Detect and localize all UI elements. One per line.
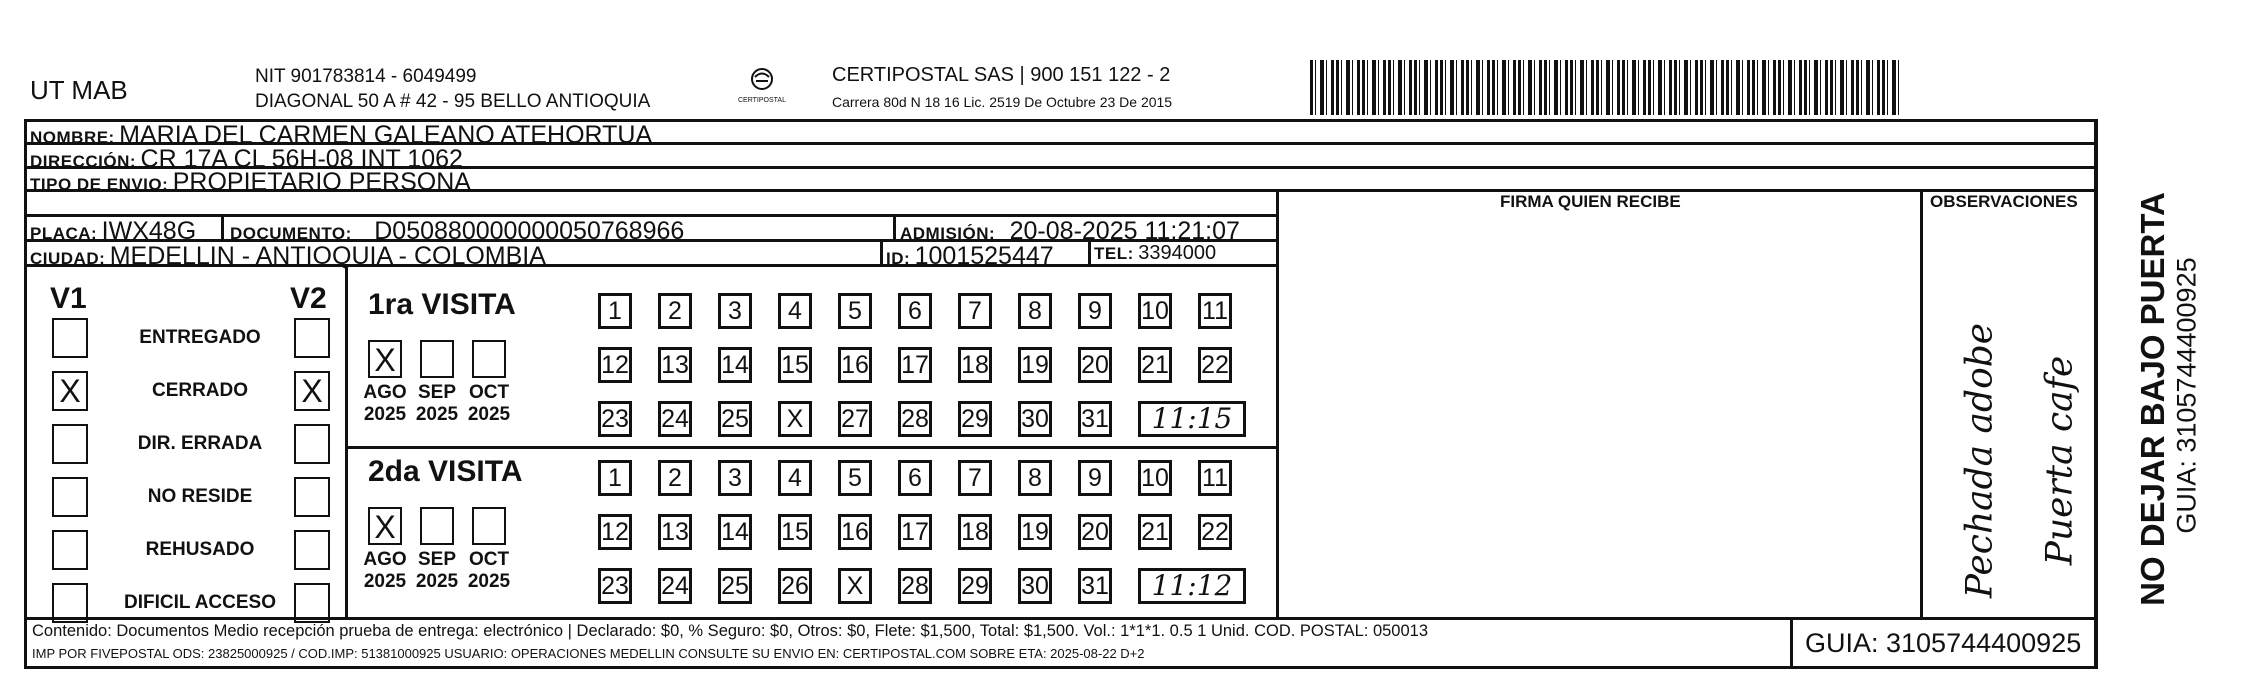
status-label: ENTREGADO [139,327,261,348]
footer-content: Contenido: Documentos Medio recepción prueba de entrega: electrónico | Declarado: $0, % Seguro: $0, Otros: $0, Flete: $1,500, Total: $1,500. Vol.: 1*1*1. 0.5 1 Unid. COD. POSTAL: 050013 [32,622,1429,640]
day-box: 11 [1198,293,1232,329]
nit-text: NIT 901783814 - 6049499 [255,66,477,87]
day-box: 25 [718,401,752,437]
day-box: 7 [958,293,992,329]
v2-checkbox: X [294,371,330,411]
day-box: 19 [1018,514,1052,550]
status-label: REHUSADO [145,539,255,560]
month-label: SEP [417,549,457,570]
day-box: 12 [598,347,632,383]
day-box: 28 [898,568,932,604]
v1-checkbox: X [52,371,88,411]
v2-checkbox [294,424,330,464]
observaciones-header: OBSERVACIONES [1930,192,2078,211]
day-box: 22 [1198,514,1232,550]
day-box: 15 [778,514,812,550]
day-box: 9 [1078,460,1112,496]
ciudad-cell [30,242,546,271]
carrier-name: CERTIPOSTAL SAS | 900 151 122 - 2 [832,64,1171,86]
day-box: 16 [838,347,872,383]
day-box: 30 [1018,401,1052,437]
month-label: AGO [363,382,407,403]
month-label: OCT [468,549,510,570]
day-box: 8 [1018,460,1052,496]
day-box: 8 [1018,293,1052,329]
year-label: 2025 [415,571,459,592]
month-label: SEP [417,382,457,403]
observation-note-1: Pechada adobe [1959,322,2001,599]
day-box: 11 [1198,460,1232,496]
ciudad-value: MEDELLIN - ANTIOQUIA - COLOMBIA [109,242,546,270]
observation-note-2: Puerta cafe [2039,355,2081,566]
day-box: 5 [838,293,872,329]
day-box: 12 [598,514,632,550]
month-checkbox: X [368,340,402,378]
tipo-label: TIPO DE ENVIO: [30,175,169,194]
footer-guia: GUIA: 3105744400925 [1805,628,2082,658]
main-frame [24,119,2098,669]
nombre-value: MARIA DEL CARMEN GALEANO ATEHORTUA [119,121,653,149]
day-box: 16 [838,514,872,550]
day-box: 24 [658,401,692,437]
status-label: DIR. ERRADA [137,433,263,454]
v2-checkbox [294,530,330,570]
day-box: 22 [1198,347,1232,383]
day-box: X [778,401,812,437]
year-label: 2025 [415,404,459,425]
day-box: 29 [958,568,992,604]
admision-label: ADMISIÓN: [900,224,996,243]
v1-checkbox [52,530,88,570]
logo-icon [746,66,778,92]
day-box: 15 [778,347,812,383]
company-name: UT MAB [30,75,128,105]
day-box: 25 [718,568,752,604]
side-guia: GUIA: 3105744400925 [2171,257,2202,534]
day-box: 20 [1078,347,1112,383]
day-box: 23 [598,568,632,604]
day-box: 17 [898,347,932,383]
day-box: 26 [778,568,812,604]
v1-checkbox [52,477,88,517]
day-box: 24 [658,568,692,604]
day-box: 1 [598,460,632,496]
tipo-value: PROPIETARIO PERSONA [172,168,471,196]
day-box: 14 [718,514,752,550]
logo-text: CERTIPOSTAL [738,97,786,104]
day-box: 13 [658,514,692,550]
tipo-row [30,168,471,197]
status-label: NO RESIDE [147,486,253,507]
year-label: 2025 [363,571,407,592]
v1-header: V1 [50,282,87,315]
day-box: 5 [838,460,872,496]
year-label: 2025 [363,404,407,425]
month-label: AGO [363,549,407,570]
sender-address: DIAGONAL 50 A # 42 - 95 BELLO ANTIOQUIA [255,91,651,112]
direccion-label: DIRECCIÓN: [30,152,137,171]
day-box: 31 [1078,401,1112,437]
month-checkbox [472,507,506,545]
day-box: 23 [598,401,632,437]
visita1-title: 1ra VISITA [368,288,516,321]
day-box: 18 [958,347,992,383]
status-label: CERRADO [151,380,249,401]
day-box: 21 [1138,347,1172,383]
day-box: 31 [1078,568,1112,604]
documento-value: D050880000000050768966 [374,217,685,245]
id-label: ID: [886,249,911,268]
day-box: 7 [958,460,992,496]
year-label: 2025 [467,404,511,425]
nombre-label: NOMBRE: [30,128,115,147]
visit-time: 11:15 [1138,401,1246,437]
id-value: 1001525447 [914,242,1054,270]
day-box: 30 [1018,568,1052,604]
v1-checkbox [52,424,88,464]
day-box: X [838,568,872,604]
day-box: 2 [658,460,692,496]
day-box: 28 [898,401,932,437]
placa-label: PLACA: [30,224,98,243]
id-cell [886,242,1054,271]
day-box: 4 [778,460,812,496]
barcode [1310,60,1902,115]
day-box: 4 [778,293,812,329]
admision-value: 20-08-2025 11:21:07 [1009,217,1240,245]
day-box: 20 [1078,514,1112,550]
tel-value: 3394000 [1138,242,1217,264]
v1-checkbox [52,318,88,358]
month-label: OCT [468,382,510,403]
year-label: 2025 [467,571,511,592]
visita2-title: 2da VISITA [368,455,523,488]
day-box: 6 [898,460,932,496]
day-box: 10 [1138,460,1172,496]
day-box: 14 [718,347,752,383]
day-box: 9 [1078,293,1112,329]
documento-label: DOCUMENTO: [230,224,352,243]
v2-header: V2 [290,282,327,315]
v1-checkbox [52,583,88,623]
ciudad-label: CIUDAD: [30,249,106,268]
day-box: 2 [658,293,692,329]
day-box: 6 [898,293,932,329]
firma-header: FIRMA QUIEN RECIBE [1500,192,1681,211]
status-label: DIFICIL ACCESO [123,592,276,613]
month-checkbox [420,340,454,378]
day-box: 21 [1138,514,1172,550]
day-box: 3 [718,293,752,329]
v2-checkbox [294,477,330,517]
tel-label: TEL: [1094,244,1134,263]
day-box: 27 [838,401,872,437]
v2-checkbox [294,583,330,623]
day-box: 19 [1018,347,1052,383]
day-box: 13 [658,347,692,383]
v2-checkbox [294,318,330,358]
visit-time: 11:12 [1138,568,1246,604]
day-box: 3 [718,460,752,496]
footer-print-info: IMP POR FIVEPOSTAL ODS: 23825000925 / COD.IMP: 51381000925 USUARIO: OPERACIONES MEDELLIN CONSULTE SU ENVIO EN: CERTIPOSTAL.COM SOBRE ETA: 2025-08-22 D+2 [32,646,1145,661]
tel-cell [1094,242,1216,265]
day-box: 29 [958,401,992,437]
month-checkbox: X [368,507,402,545]
day-box: 10 [1138,293,1172,329]
direccion-value: CR 17A CL 56H-08 INT 1062 [140,145,463,173]
side-warning: NO DEJAR BAJO PUERTA [2134,192,2171,606]
day-box: 1 [598,293,632,329]
carrier-address: Carrera 80d N 18 16 Lic. 2519 De Octubre 23 De 2015 [832,94,1173,110]
certipostal-logo [727,66,797,108]
month-checkbox [472,340,506,378]
day-box: 17 [898,514,932,550]
day-box: 18 [958,514,992,550]
month-checkbox [420,507,454,545]
placa-value: IWX48G [101,217,197,245]
